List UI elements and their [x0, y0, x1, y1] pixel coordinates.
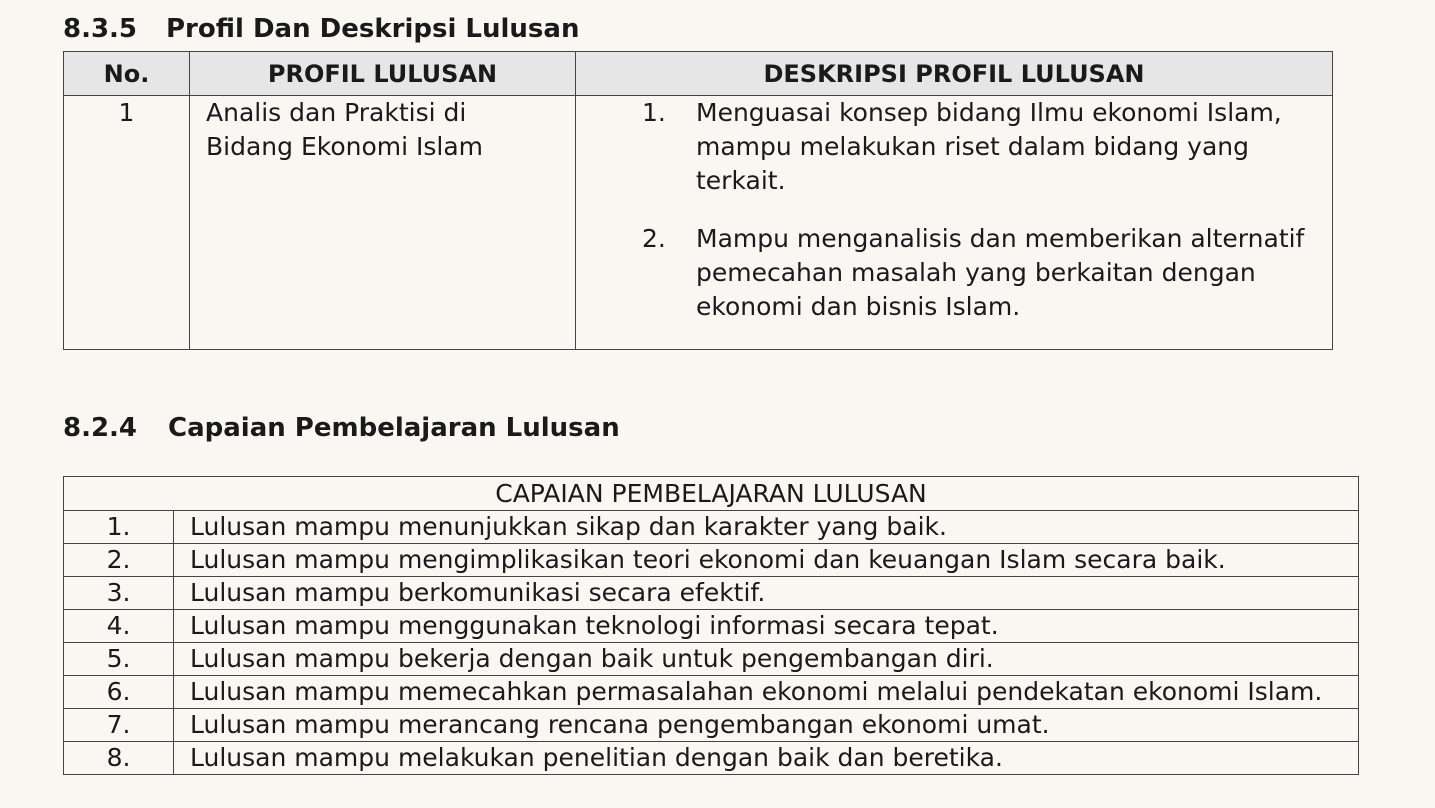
table-row [64, 577, 1359, 610]
table-row [64, 643, 1359, 676]
table-header-row [64, 477, 1359, 511]
header-deskripsi: DESKRIPSI PROFIL LULUSAN [576, 52, 1333, 96]
section-number: 8.3.5 [63, 14, 138, 44]
section-heading-capaian [63, 413, 620, 443]
row-text: Lulusan mampu berkomunikasi secara efektif. [174, 577, 1359, 610]
row-text: Lulusan mampu menunjukkan sikap dan karakter yang baik. [174, 511, 1359, 544]
table-row [64, 544, 1359, 577]
capaian-table [63, 476, 1359, 775]
row-number: 3. [64, 577, 174, 610]
cell-no: 1 [64, 96, 190, 350]
section-heading-profil [63, 14, 579, 44]
table-header-row [64, 52, 1333, 96]
profil-table [63, 51, 1333, 350]
row-number: 7. [64, 709, 174, 742]
row-number: 1. [64, 511, 174, 544]
list-item [576, 96, 1332, 198]
row-text: Lulusan mampu merancang rencana pengembangan ekonomi umat. [174, 709, 1359, 742]
section-title: Profil Dan Deskripsi Lulusan [166, 14, 580, 44]
row-number: 8. [64, 742, 174, 775]
list-item-number: 1. [642, 98, 666, 127]
row-text: Lulusan mampu melakukan penelitian dengan baik dan beretika. [174, 742, 1359, 775]
row-number: 6. [64, 676, 174, 709]
list-item-number: 2. [642, 224, 666, 253]
row-number: 2. [64, 544, 174, 577]
header-no: No. [64, 52, 190, 96]
table-row [64, 742, 1359, 775]
table-row [64, 709, 1359, 742]
description-list [576, 96, 1332, 324]
table-row [64, 96, 1333, 350]
cell-profil: Analis dan Praktisi di Bidang Ekonomi Islam [190, 96, 576, 350]
row-number: 4. [64, 610, 174, 643]
section-number: 8.2.4 [63, 413, 138, 443]
header-capaian: CAPAIAN PEMBELAJARAN LULUSAN [64, 477, 1359, 511]
list-item [576, 222, 1332, 324]
row-number: 5. [64, 643, 174, 676]
table-row [64, 676, 1359, 709]
row-text: Lulusan mampu menggunakan teknologi informasi secara tepat. [174, 610, 1359, 643]
cell-deskripsi [576, 96, 1333, 350]
list-item-text: Menguasai konsep bidang Ilmu ekonomi Islam, mampu melakukan riset dalam bidang yang terkait. [696, 98, 1282, 195]
row-text: Lulusan mampu mengimplikasikan teori ekonomi dan keuangan Islam secara baik. [174, 544, 1359, 577]
table-row [64, 511, 1359, 544]
row-text: Lulusan mampu bekerja dengan baik untuk pengembangan diri. [174, 643, 1359, 676]
list-item-text: Mampu menganalisis dan memberikan alternatif pemecahan masalah yang berkaitan dengan ekonomi dan bisnis Islam. [696, 224, 1305, 321]
section-title: Capaian Pembelajaran Lulusan [168, 413, 620, 443]
table-row [64, 610, 1359, 643]
header-profil: PROFIL LULUSAN [190, 52, 576, 96]
row-text: Lulusan mampu memecahkan permasalahan ekonomi melalui pendekatan ekonomi Islam. [174, 676, 1359, 709]
